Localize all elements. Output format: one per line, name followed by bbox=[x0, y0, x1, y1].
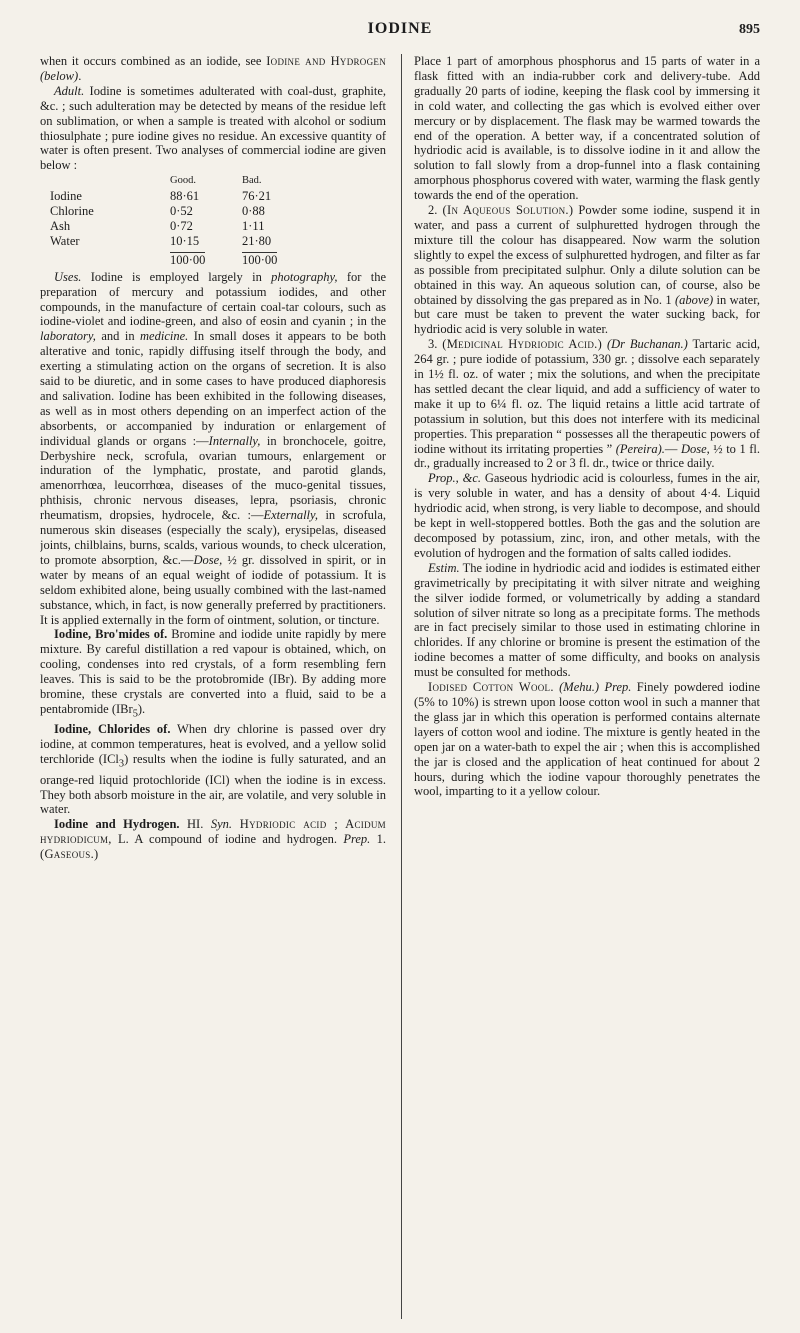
text-run: and in bbox=[95, 329, 141, 344]
row-label: Water bbox=[50, 233, 80, 248]
table-header-row bbox=[50, 174, 314, 189]
text-run: ) results when the iodine is fully saturated, and an orange-red liquid protochloride (ICl) when the iodine is in excess. They both absorb moisture in the air, are volatile, and very soluble in water. bbox=[40, 752, 386, 817]
entry-heading: Iodine, Bro'mides of. bbox=[54, 627, 168, 642]
page-header bbox=[40, 20, 760, 44]
text-run: Dose, bbox=[680, 441, 710, 456]
table-cell bbox=[50, 249, 170, 268]
text-run: (Gaseous.) bbox=[40, 847, 99, 862]
text-run: — bbox=[664, 441, 681, 456]
entry-heading: Iodised Cotton Wool. bbox=[428, 680, 554, 695]
text-run: ½ to 1 fl. dr., gradually increased to 2 or 3 fl. dr., twice or thrice daily. bbox=[414, 441, 760, 471]
text-run: Iodine is employed largely in bbox=[81, 269, 272, 284]
page-number: 895 bbox=[739, 22, 760, 37]
table-cell: 21·80 bbox=[242, 233, 272, 248]
entry-heading: Iodine and Hydrogen. bbox=[54, 817, 180, 832]
text-run: for the preparation of mercury and potassium iodides, and other compounds, in the manufacture of certain coal-tar colours, such as iodine-violet and iodine-green, and also of eosin and cyanin ; in the bbox=[40, 269, 386, 329]
citation: (Mehu.) bbox=[559, 680, 600, 695]
table-total-row bbox=[50, 249, 314, 268]
running-head: IODINE bbox=[367, 20, 433, 37]
text-run: Gaseous hydriodic acid is colourless, fumes in the air, is very soluble in water, and has a density of about 4·4. Liquid hydriodic acid, when strong, is very liable to decompose, and should be kept in well-stoppered bottles. Both the gas and the solution are decomposed by potassium, zinc, iron, and other metals, with the evolution of hydrogen and the formation of salts called iodides. bbox=[414, 471, 760, 560]
row-label: Ash bbox=[50, 218, 71, 233]
paragraph-continuation: Place 1 part of amorphous phosphorus and 15 parts of water in a flask fitted with an india-rubber cork and delivery-tube. Add gradually 20 parts of iodine, keeping the flask cool by immersing it in cold water, and collecting the gas which is evolved either over mercury or by displacement. The flask may be warmed towards the end of the operation. A better way, if a concentrated solution of hydriodic acid is available, is to dissolve iodine in it and allow the solution to fall slowly from a drop-funnel into a flask containing amorphous phosphorus covered with water, warming the flask gently towards the end of the operation. bbox=[414, 54, 760, 203]
table-row bbox=[50, 189, 314, 204]
text-columns bbox=[40, 54, 760, 1319]
text-run: in water, but care must be taken to prevent the water sucking back, for hydriodic acid is very soluble in water. bbox=[414, 292, 760, 337]
table-cell: 0·88 bbox=[242, 204, 265, 219]
text-run: in bronchocele, goitre, Derbyshire neck, scrofula, ovarian tumours, enlargement or induration of the lymphatic, prostate, and parotid glands, amenorrhœa, leucorrhœa, diseases of the muco-genital tissues, phthisis, chronic nervous diseases, lepra, psoriasis, chronic rheumatism, dropsies, hydrocele, &c. :— bbox=[40, 433, 386, 523]
text-run: 3. bbox=[428, 337, 438, 352]
table-cell: 10·15 bbox=[170, 233, 200, 248]
text-run: ½ gr. dissolved in spirit, or in water by means of an equal weight of iodide of potassium. It is seldom exhibited alone, being usually combined with the last-named substance, which, in fact, is now generally preferred by practitioners. It is applied externally in the form of ointment, solution, or tincture. bbox=[40, 552, 386, 627]
table-cell: 76·21 bbox=[242, 189, 272, 204]
column-header-good: Good. bbox=[170, 175, 196, 187]
row-label: Iodine bbox=[50, 189, 82, 204]
subheading: (Medicinal Hydriodic Acid.) bbox=[442, 337, 603, 352]
text-run: HI. bbox=[179, 817, 211, 832]
text-run: Hydriodic acid ; Acidum hydriodicum, bbox=[40, 817, 386, 847]
paragraph-aqueous-solution bbox=[414, 203, 760, 337]
text-run: Prep. bbox=[604, 680, 632, 695]
text-run: ). bbox=[137, 701, 146, 716]
paragraph-properties bbox=[414, 471, 760, 560]
table-row bbox=[50, 234, 314, 249]
left-column bbox=[40, 54, 386, 1319]
table-cell bbox=[242, 249, 314, 268]
subscript: 3 bbox=[118, 758, 125, 770]
entry-iodine-hydrogen bbox=[40, 817, 386, 862]
text-run: laboratory, bbox=[40, 329, 96, 344]
text-run: (above) bbox=[675, 292, 714, 307]
paragraph-continuation bbox=[40, 54, 386, 84]
paragraph-medicinal-acid bbox=[414, 337, 760, 471]
subscript: 5 bbox=[132, 708, 138, 720]
text-run: When dry chlorine is passed over dry iodine, at common temperatures, heat is evolved, and a yellow solid terchloride (ICl bbox=[40, 722, 386, 767]
entry-iodine-chlorides bbox=[40, 722, 386, 817]
analysis-table bbox=[50, 174, 314, 267]
table-cell: 0·72 bbox=[170, 218, 193, 233]
text-run: Tartaric acid, 264 gr. ; pure iodide of potassium, 330 gr. ; dissolve each separately in 1½ fl. oz. of water ; mix the solutions, and when the precipitate has settled decant the clear liquid, and add a sufficiency of water to make it up to 6¼ fl. oz. The liquid retains a little acid tartrate of potassium in solution, but this does not interfere with its medicinal properties. This preparation “ possesses all the therapeutic powers of iodine without its irritating properties ” bbox=[414, 337, 760, 456]
table-cell bbox=[170, 249, 242, 268]
text-run: 1. bbox=[370, 832, 386, 847]
paragraph-estimation bbox=[414, 561, 760, 680]
entry-iodine-bromides bbox=[40, 627, 386, 722]
text-run: Finely powdered iodine (5% to 10%) is strewn upon loose cotton wool in such a manner that the glass jar in which this operation is performed contains alternate layers of cotton wool and iodine. The mixture is gently heated in the open jar on a water-bath to expel the air ; when this is accomplished the jar is closed and the application of heat continued for about 2 hours, during which the iodine vapour thoroughly penetrates the wool, imparting to it a yellow colour. bbox=[414, 680, 760, 799]
text-run: L. A compound of iodine and hydrogen. bbox=[111, 832, 344, 847]
text-run: photography, bbox=[271, 269, 338, 284]
text-run: (below) bbox=[40, 68, 79, 83]
text-run: Externally, bbox=[263, 508, 318, 523]
table-cell bbox=[50, 174, 170, 189]
text-run: Iodine is sometimes adulterated with coal-dust, graphite, &c. ; such adulteration may be detected by means of the residue left on sublimation, or when a sample is treated with alcohol or sodium thiosulphate ; pure iodine gives no residue. An excessive quantity of water is often present. Two analyses of commercial iodine are given below : bbox=[40, 83, 386, 173]
table-cell: 1·11 bbox=[242, 218, 265, 233]
table-row bbox=[50, 204, 314, 219]
paragraph-uses bbox=[40, 270, 386, 628]
citation: (Dr Buchanan.) bbox=[606, 337, 688, 352]
table-cell: 88·61 bbox=[170, 189, 200, 204]
section-lead: Adult. bbox=[54, 83, 85, 98]
text-run: Dose, bbox=[193, 552, 223, 567]
subheading: (In Aqueous Solution.) bbox=[442, 203, 574, 218]
paragraph-adulteration bbox=[40, 84, 386, 173]
table-row bbox=[50, 219, 314, 234]
citation: (Pereira). bbox=[615, 441, 665, 456]
row-label: Chlorine bbox=[50, 204, 94, 219]
text-run: In small doses it appears to be both alterative and tonic, rapidly diffusing itself through the body, and exerting a stimulating action on the organs of secretion. It is also said to be diuretic, and in some cases to have produced diaphoresis and salivation. Iodine has been exhibited in the following diseases, as well as in most others depending on an imperfect action of the absorbents, or accompanied by induration or enlargement of individual glands or organs :— bbox=[40, 329, 386, 448]
text-run: . bbox=[78, 68, 82, 83]
text-run: The iodine in hydriodic acid and iodides is estimated either gravimetrically by precipitating it with silver nitrate and weighing the silver iodide formed, or volumetrically by adding a standard solution of silver nitrate so long as a precipitate forms. The methods are in fact precisely similar to those used in estimating chlorine in chlorides. If any chlorine or bromine is present the estimation of the iodine becomes a matter of some difficulty, and books on analysis must be consulted for methods. bbox=[414, 560, 760, 680]
text-run: Internally, bbox=[208, 433, 261, 448]
total-bad: 100·00 bbox=[242, 252, 278, 267]
text-run: 2. bbox=[428, 203, 438, 218]
text-run: Bromine and iodide unite rapidly by mere mixture. By careful distillation a red vapour is obtained, which, on cooling, condenses into red crystals, of a form resembling fern leaves. This is said to be the protobromide (IBr). By adding more bromine, these crystals are converted into a fluid, said to be a pentabromide (IBr bbox=[40, 627, 386, 716]
section-lead: Estim. bbox=[428, 560, 460, 575]
text-run: medicine. bbox=[140, 329, 189, 344]
cross-reference: Iodine and Hydrogen bbox=[266, 54, 386, 68]
entry-iodised-cotton-wool bbox=[414, 680, 760, 799]
text-run: in scrofula, numerous skin diseases (especially the scaly), erysipelas, diseased joints, chilblains, burns, scalds, various wounds, to check ulceration, to promote absorption, &c.— bbox=[40, 508, 386, 567]
total-good: 100·00 bbox=[170, 252, 206, 267]
section-lead: Uses. bbox=[54, 269, 82, 284]
text-run: Powder some iodine, suspend it in water, and pass a current of sulphuretted hydrogen through the mixture till the colour has disappeared. Now warm the solution slightly to expel the excess of sulphuretted hydrogen, and filter as far as possible from precipitated sulphur. Only a dilute solution can be obtained in this way. An aqueous solution can, of course, also be obtained by dissolving the gas prepared as in No. 1 bbox=[414, 203, 760, 307]
column-header-bad: Bad. bbox=[242, 175, 262, 187]
text-run: Syn. bbox=[210, 817, 232, 832]
right-column bbox=[414, 54, 760, 1319]
text-run: Prep. bbox=[343, 832, 371, 847]
entry-heading: Iodine, Chlorides of. bbox=[54, 722, 171, 737]
table-cell: 0·52 bbox=[170, 204, 193, 219]
text-run: when it occurs combined as an iodide, see bbox=[40, 54, 267, 68]
column-divider bbox=[401, 54, 402, 1319]
section-lead: Prop., &c. bbox=[428, 471, 482, 486]
